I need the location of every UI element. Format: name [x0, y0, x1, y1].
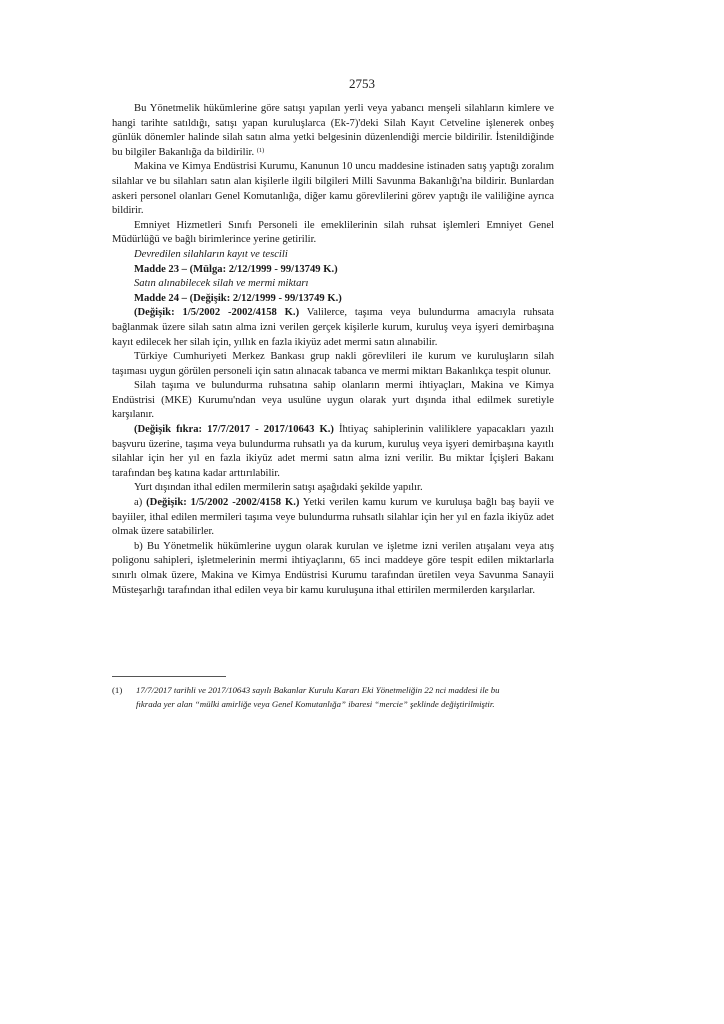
paragraph-central-bank: Türkiye Cumhuriyeti Merkez Bankası grup nakli görevlileri ile kurum ve kuruluşların silah taşıması uygun görülen personeli için satın alınacak tabanca ve mermi miktarı Bakanlıkça tespit olunur.: [112, 351, 554, 377]
amendment-label: (Değişik: 1/5/2002 -2002/4158 K.): [134, 307, 300, 319]
amendment-label: (Değişik fıkra: 17/7/2017 - 2017/10643 K.): [134, 424, 334, 436]
footnote-mark: (1): [112, 685, 123, 695]
paragraph-amendment-2017: (Değişik fıkra: 17/7/2017 - 2017/10643 K.) İhtiyaç sahiplerinin valiliklere yapacakları yazılı başvuru üzerine, taşıma veya bulundurma ruhsatlı ya da kurum, kuruluş veya işyeri demirbaşına kayıtlı silahlar için her yıl en fazla ikiyüz adet mermi satın alma izni verilir. Bu miktar İçişleri Bakanı tarafından beş katına kadar arttırılabilir.: [112, 424, 554, 479]
paragraph-item-a: a) (Değişik: 1/5/2002 -2002/4158 K.) Yetki verilen kamu kurum ve kuruluşa bağlı baş bayii ve bayiiler, ithal edilen mermileri taşıma veye bulundurma ruhsatlı silahlar için her yıl en fazla ikiyüz adet olmak üzere satabilirler.: [112, 497, 555, 538]
article-24-heading: Madde 24 – (Değişik: 2/12/1999 - 99/13749 K.): [134, 292, 342, 304]
article-23-heading: Madde 23 – (Mülga: 2/12/1999 - 99/13749 K.): [134, 263, 338, 275]
page-number: 2753: [349, 76, 375, 91]
footnote-line-2: fıkrada yer alan “mülki amirliğe veya Genel Komutanlığa” ibaresi “mercie” şeklinde değiştirilmiştir.: [136, 698, 495, 709]
footnote: [112, 684, 554, 711]
section-heading-registration: Devredilen silahların kayıt ve tescili: [134, 248, 288, 260]
paragraph-sales-records: Bu Yönetmelik hükümlerine göre satışı yapılan yerli veya yabancı menşeli silahların kimlere ve hangi tarihte satıldığı, satışı yapan kuruluşlarca (Ek-7)'deki Silah Kayıt Cetveline işlenerek onbeş günlük dönemler halinde silah satın alma yetki belgesinin düzenlendiği mercie bildirilir. İstenildiğinde bu bilgiler Bakanlığa da bildirilir. $^{(1)}$: [112, 103, 554, 158]
paragraph-import-sales: Yurt dışından ithal edilen mermilerin satışı aşağıdaki şekilde yapılır.: [134, 482, 423, 494]
amendment-label: (Değişik: 1/5/2002 -2002/4158 K.): [146, 497, 300, 509]
paragraph-ammunition-needs: Silah taşıma ve bulundurma ruhsatına sahip olanların mermi ihtiyaçları, Makina ve Kimya Endüstrisi (MKE) Kurumu'ndan veya usulüne uygun olarak yurt dışında ithal edilmek suretiyle karşılanır.: [112, 380, 554, 421]
paragraph-mke-reporting: Makina ve Kimya Endüstrisi Kurumu, Kanunun 10 uncu maddesine istinaden satış yaptığı zoralım silahlar ve bu silahları satın alan kişilerle ilgili bilgileri Milli Savunma Bakanlığı'na bildirir. Bunlardan askeri personel olanları Genel Komutanlığa, diğer kamu görevlilerini görev yaptığı ile valiliğine ayrıca bildirir.: [112, 161, 554, 217]
footnote-line-1: (1) 17/7/2017 tarihli ve 2017/10643 sayılı Bakanlar Kurulu Kararı Eki Yönetmeliğin 22 nci maddesi ile bu: [112, 684, 554, 698]
section-heading-purchase-limits: Satın alınabilecek silah ve mermi miktarı: [134, 278, 309, 290]
paragraph-item-b: b) Bu Yönetmelik hükümlerine uygun olarak kurulan ve işletme izni verilen atışalanı veya atış poligonu sahipleri, işletmelerinin mermi ihtiyaçlarını, 65 inci maddeye göre tespit edilen miktarlarla sınırlı olmak üzere, Makina ve Kimya Endüstrisi Kurumu tarafından üretilen veya Savunma Sanayii Müsteşarlığı tarafından ithal edilen veya bir kamu kuruluşuna ithal ettirilen mermilerden karşılarlar.: [112, 540, 554, 596]
paragraph-police-personnel: Emniyet Hizmetleri Sınıfı Personeli ile emeklilerinin silah ruhsat işlemleri Emniyet Genel Müdürlüğü ve bağlı birimlerince yerine getirilir.: [112, 219, 554, 246]
footnote-reference: (1): [256, 146, 265, 154]
body-text: [112, 102, 554, 598]
paragraph-amendment-2002: (Değişik: 1/5/2002 -2002/4158 K.) Valilerce, taşıma veya bulundurma amacıyla ruhsata bağlanmak üzere silah satın alma izni verilen gerçek kişilerle kurum, kuruluş veya işyeri demirbaşına kayıt edilecek her silah için, yıllık en fazla ikiyüz adet mermi satın alınabilir.: [112, 307, 554, 348]
footnote-divider: [112, 676, 226, 677]
